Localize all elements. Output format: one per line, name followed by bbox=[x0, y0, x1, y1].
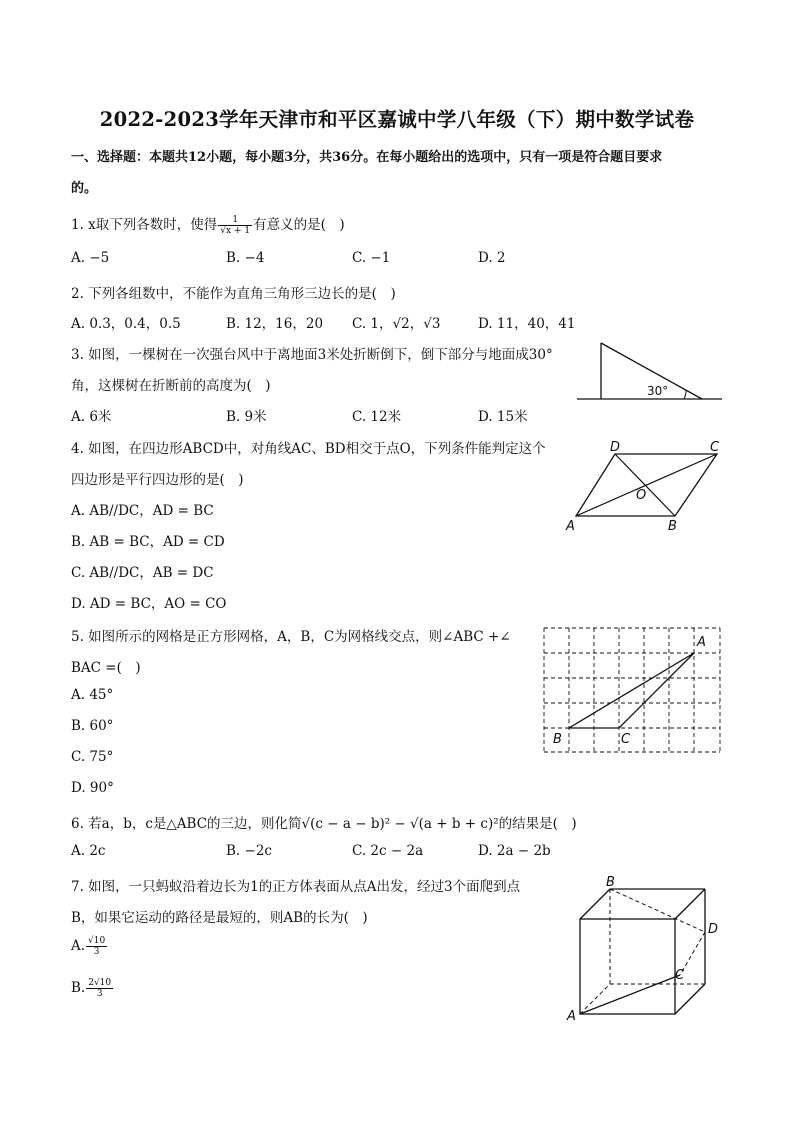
question-3-option-a: A. 6米 bbox=[71, 409, 112, 425]
question-4-option-c: C. AB//DC，AB = DC bbox=[71, 565, 214, 581]
fraction-denominator: 3 bbox=[96, 989, 103, 999]
fraction-numerator: 1 bbox=[218, 215, 252, 226]
question-6-option-d: D. 2a − 2b bbox=[478, 843, 551, 859]
question-4-option-d: D. AD = BC，AO = CO bbox=[71, 596, 227, 612]
point-d-label: D bbox=[610, 440, 621, 455]
tree-triangle-figure bbox=[572, 338, 727, 406]
point-b-label: B bbox=[668, 519, 677, 534]
question-2-option-a: A. 0.3，0.4，0.5 bbox=[71, 316, 181, 332]
question-2-stem: 2. 下列各组数中，不能作为直角三角形三边长的是( ) bbox=[71, 286, 396, 302]
question-3-line1: 3. 如图，一棵树在一次强台风中于离地面3米处折断倒下，倒下部分与地面成30° bbox=[71, 347, 553, 363]
question-5-option-a: A. 45° bbox=[71, 687, 114, 703]
question-7-line2: B，如果它运动的路径是最短的，则AB的长为( ) bbox=[71, 910, 368, 926]
cube-edge bbox=[675, 984, 705, 1014]
angle-label: 30° bbox=[647, 384, 669, 398]
question-1-suffix: 有意义的是( ) bbox=[253, 217, 345, 233]
section-instruction-line2: 的。 bbox=[71, 181, 98, 196]
question-3-option-c: C. 12米 bbox=[352, 409, 402, 425]
grid-figure bbox=[540, 624, 724, 754]
point-a-label: A bbox=[567, 1009, 576, 1024]
fraction-numerator: 2√10 bbox=[88, 978, 112, 988]
question-5-option-b: B. 60° bbox=[71, 718, 114, 734]
point-o-label: O bbox=[636, 488, 647, 503]
point-b-label: B bbox=[553, 732, 562, 747]
question-4-line1: 4. 如图，在四边形ABCD中，对角线AC、BD相交于点O，下列条件能判定这个 bbox=[71, 441, 546, 457]
page-title: 2022-2023学年天津市和平区嘉诚中学八年级（下）期中数学试卷 bbox=[99, 108, 695, 131]
angle-arc bbox=[684, 390, 686, 399]
question-1-option-c: C. −1 bbox=[352, 250, 391, 266]
fraction-numerator: √10 bbox=[88, 936, 106, 946]
point-c-label: C bbox=[621, 732, 631, 747]
question-1-stem bbox=[71, 213, 345, 236]
point-d-label: D bbox=[708, 922, 719, 937]
cube-front-face bbox=[580, 919, 675, 1014]
question-1-option-a: A. −5 bbox=[71, 250, 110, 266]
diagonal-bd bbox=[615, 454, 675, 516]
path-ac bbox=[580, 975, 680, 1014]
point-a-label: A bbox=[697, 635, 706, 650]
parallelogram-figure bbox=[560, 436, 730, 536]
cube-edge bbox=[580, 889, 610, 919]
cube-figure bbox=[562, 872, 728, 1024]
point-b-label: B bbox=[606, 875, 615, 890]
question-1-option-b: B. −4 bbox=[226, 250, 265, 266]
option-a-fraction bbox=[86, 936, 107, 957]
question-5-line1: 5. 如图所示的网格是正方形网格，A，B，C为网格线交点，则∠ABC +∠ bbox=[71, 629, 511, 645]
cube-edge bbox=[675, 889, 705, 919]
question-5-line2: BAC =( ) bbox=[71, 660, 141, 676]
question-4-line2: 四边形是平行四边形的是( ) bbox=[71, 472, 244, 488]
question-7-line1: 7. 如图，一只蚂蚁沿着边长为1的正方体表面从点A出发，经过3个面爬到点 bbox=[71, 879, 521, 895]
question-2-option-b: B. 12，16，20 bbox=[226, 316, 324, 332]
question-1-prefix: 1. x取下列各数时，使得 bbox=[71, 217, 218, 233]
question-7-option-a bbox=[71, 936, 108, 957]
question-5-option-c: C. 75° bbox=[71, 749, 114, 765]
question-6-option-a: A. 2c bbox=[71, 843, 106, 859]
question-4-option-a: A. AB//DC，AD = BC bbox=[71, 503, 214, 519]
question-6-option-b: B. −2c bbox=[226, 843, 272, 859]
question-6-option-c: C. 2c − 2a bbox=[352, 843, 424, 859]
question-3-line2: 角，这棵树在折断前的高度为( ) bbox=[71, 378, 271, 394]
point-c-label: C bbox=[710, 440, 720, 455]
question-1-option-d: D. 2 bbox=[478, 250, 506, 266]
fraction-denominator: √x + 1 bbox=[220, 226, 251, 236]
question-3-option-b: B. 9米 bbox=[226, 409, 267, 425]
point-a-label: A bbox=[566, 519, 575, 534]
point-c-label: C bbox=[675, 968, 685, 983]
question-7-option-b bbox=[71, 978, 114, 999]
question-1-fraction bbox=[218, 215, 252, 236]
question-4-option-b: B. AB = BC，AD = CD bbox=[71, 534, 225, 550]
triangle-abc bbox=[569, 653, 694, 728]
question-2-option-d: D. 11，40，41 bbox=[478, 316, 576, 332]
section-instruction-line1: 一、选择题：本题共12小题，每小题3分，共36分。在每小题给出的选项中，只有一项是符合题目要求 bbox=[71, 150, 663, 165]
question-2-option-c: C. 1，√2，√3 bbox=[352, 316, 441, 332]
option-b-label: B. bbox=[71, 980, 86, 996]
question-3-option-d: D. 15米 bbox=[478, 409, 528, 425]
question-5-option-d: D. 90° bbox=[71, 780, 114, 796]
question-6-stem: 6. 若a，b，c是△ABC的三边，则化简√(c − a − b)² − √(a + b + c)²的结果是( ) bbox=[71, 816, 577, 832]
option-a-label: A. bbox=[71, 938, 86, 954]
fraction-denominator: 3 bbox=[93, 947, 100, 957]
option-b-fraction bbox=[86, 978, 113, 999]
